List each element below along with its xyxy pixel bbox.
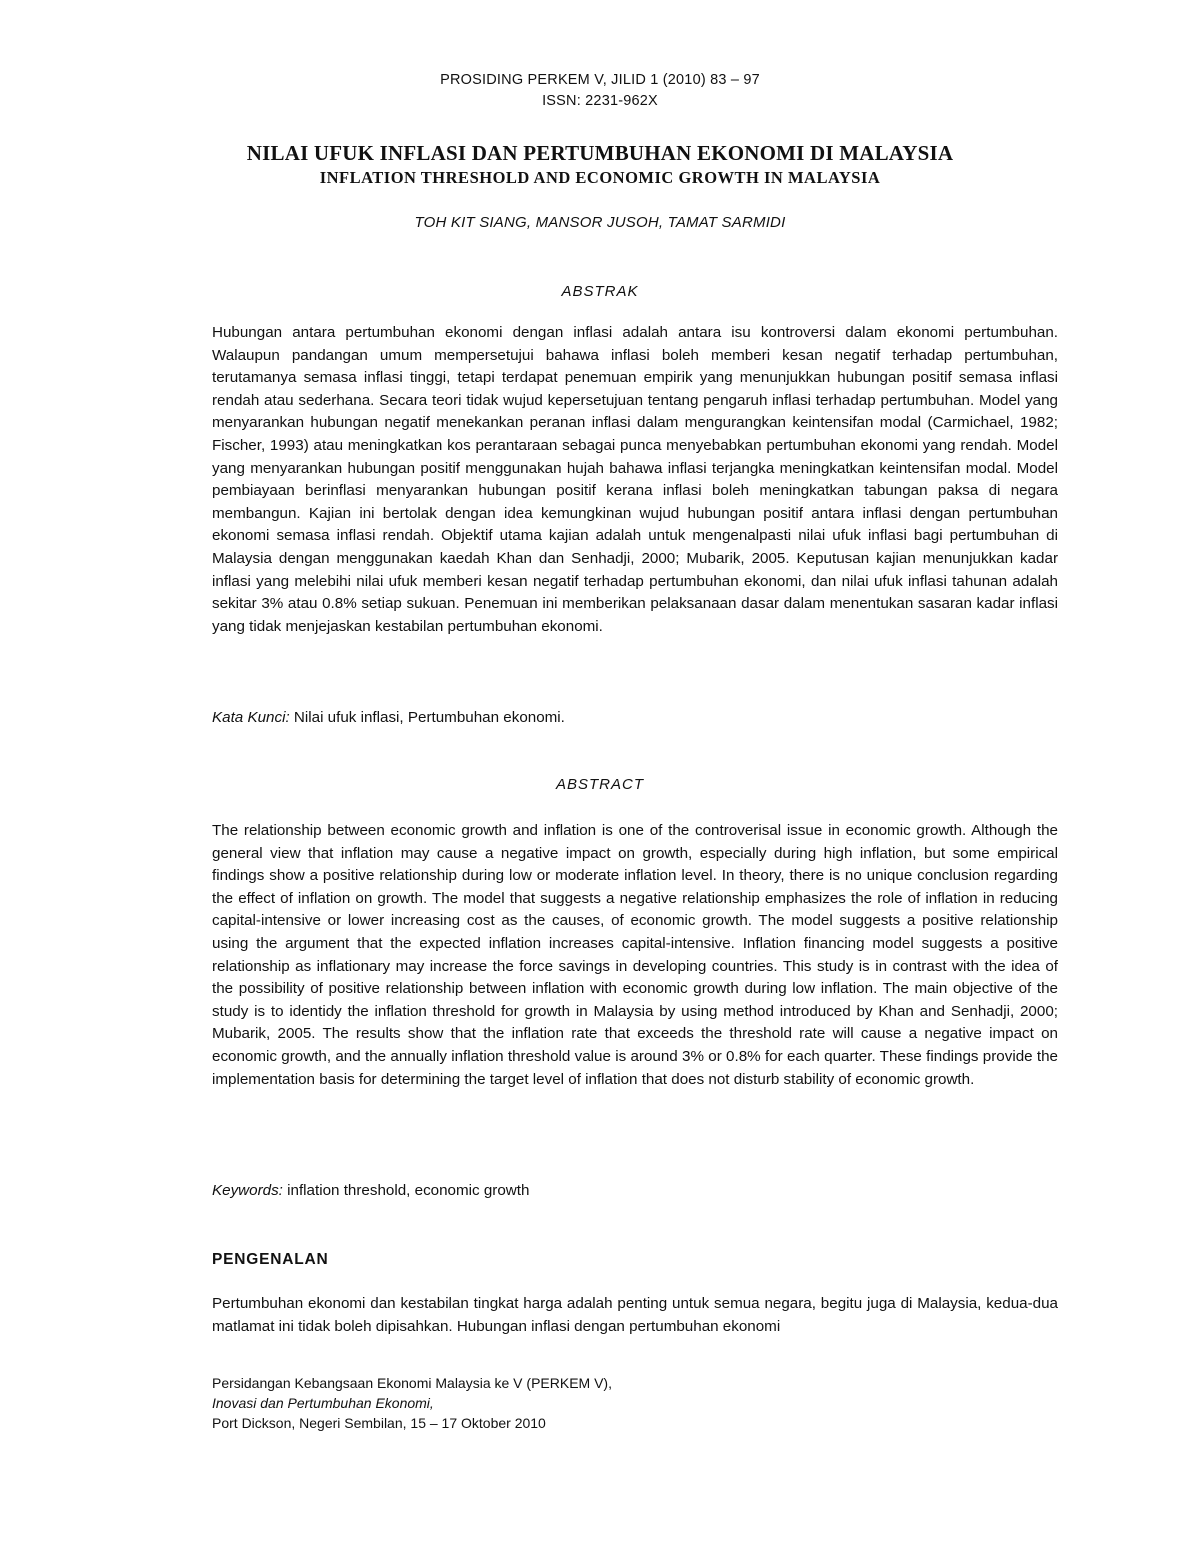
- keywords-text: Nilai ufuk inflasi, Pertumbuhan ekonomi.: [293, 709, 565, 726]
- abstract-paragraph: The relationship between economic growth and inflation is one of the controverisal issue in economic growth. Although the general view that inflation may cause a negative impact on growth, especially during high inflation, but some empirical findings show a positive relationship during low or moderate inflation level. In theory, there is no unique conclusion regarding the effect of inflation on growth. The model that suggests a negative relationship emphasizes the role of inflation in reducing capital-intensive or lower increasing cost as the causes, of economic growth. The model suggests a positive relationship using the argument that the expected inflation increases capital-intensive. Inflation financing model suggests a positive relationship as inflationary may increase the force savings in developing countries. This study is in contrast with the idea of the possibility of positive relationship between inflation with economic growth during low inflation. The main objective of the study is to identidy the inflation threshold for growth in Malaysia by using method introduced by Khan and Senhadji, 2000; Mubarik, 2005. The results show that the inflation rate that exceeds the threshold rate will cause a negative impact on economic growth, and the annually inflation threshold value is around 3% or 0.8% for each quarter. These findings provide the implementation basis for determining the target level of inflation that does not disturb stability of economic growth.: [212, 822, 1058, 1088]
- abstract-heading: ABSTRACT: [555, 776, 644, 793]
- footer-line-1: Persidangan Kebangsaan Ekonomi Malaysia ke V (PERKEM V),: [212, 1375, 612, 1391]
- abstrak-paragraph: Hubungan antara pertumbuhan ekonomi dengan inflasi adalah antara isu kontroversi dalam ekonomi pertumbuhan. Walaupun pandangan umum mempersetujui bahawa inflasi boleh memberi kesan negatif terhadap pertumbuhan, terutamanya semasa inflasi tinggi, tetapi terdapat penemuan empirik yang menunjukkan hubungan positif semasa inflasi rendah atau sederhana. Secara teori tidak wujud kepersetujuan tentang pengaruh inflasi terhadap pertumbuhan. Model yang menyarankan hubungan negatif menekankan peranan inflasi dalam mengurangkan keintensifan modal (Carmichael, 1982; Fischer, 1993) atau meningkatkan kos perantaraan sebagai punca menyebabkan pertumbuhan ekonomi yang rendah. Model yang menyarankan hubungan positif menggunakan hujah bahawa inflasi terjangka meningkatkan keintensifan modal. Model pembiayaan berinflasi menyarankan hubungan positif kerana inflasi boleh meningkatkan tabungan paksa di negara membangun. Kajian ini bertolak dengan idea kemungkinan wujud hubungan positif antara inflasi dengan pertumbuhan ekonomi semasa inflasi rendah. Objektif utama kajian adalah untuk mengenalpasti nilai ufuk inflasi bagi pertumbuhan di Malaysia dengan menggunakan kaedah Khan dan Senhadji, 2000; Mubarik, 2005. Keputusan kajian menunjukkan kadar inflasi yang melebihi nilai ufuk memberi kesan negatif terhadap pertumbuhan ekonomi, dan nilai ufuk inflasi tahunan adalah sekitar 3% atau 0.8% setiap sukuan. Penemuan ini memberikan pelaksanaan dasar dalam menentukan sasaran kadar inflasi yang tidak menjejaskan kestabilan pertumbuhan ekonomi.: [212, 324, 1058, 635]
- abstrak-heading: ABSTRAK: [561, 283, 639, 300]
- introduction-paragraph: Pertumbuhan ekonomi dan kestabilan tingkat harga adalah penting untuk semua negara, begitu juga di Malaysia, kedua-dua matlamat ini tidak boleh dipisahkan. Hubungan inflasi dengan pertumbuhan ekonomi: [212, 1295, 1058, 1335]
- footer-line-2: Inovasi dan Pertumbuhan Ekonomi,: [212, 1395, 434, 1411]
- abstract-keywords: [212, 1182, 529, 1199]
- footer-line-3: Port Dickson, Negeri Sembilan, 15 – 17 Oktober 2010: [212, 1415, 546, 1431]
- paper-title: NILAI UFUK INFLASI DAN PERTUMBUHAN EKONOMI DI MALAYSIA: [246, 141, 954, 165]
- keywords-label: Kata Kunci:: [212, 709, 290, 726]
- abstrak-keywords: [212, 709, 565, 726]
- keywords-label: Keywords:: [212, 1182, 283, 1199]
- journal-header: PROSIDING PERKEM V, JILID 1 (2010) 83 – 97: [440, 72, 760, 88]
- conference-footer: [212, 1373, 612, 1433]
- paper-subtitle: INFLATION THRESHOLD AND ECONOMIC GROWTH IN MALAYSIA: [319, 168, 881, 187]
- keywords-text: inflation threshold, economic growth: [287, 1182, 530, 1199]
- introduction-heading: PENGENALAN: [212, 1251, 329, 1268]
- issn-line: ISSN: 2231-962X: [542, 93, 658, 109]
- author-list: TOH KIT SIANG, MANSOR JUSOH, TAMAT SARMIDI: [414, 214, 786, 231]
